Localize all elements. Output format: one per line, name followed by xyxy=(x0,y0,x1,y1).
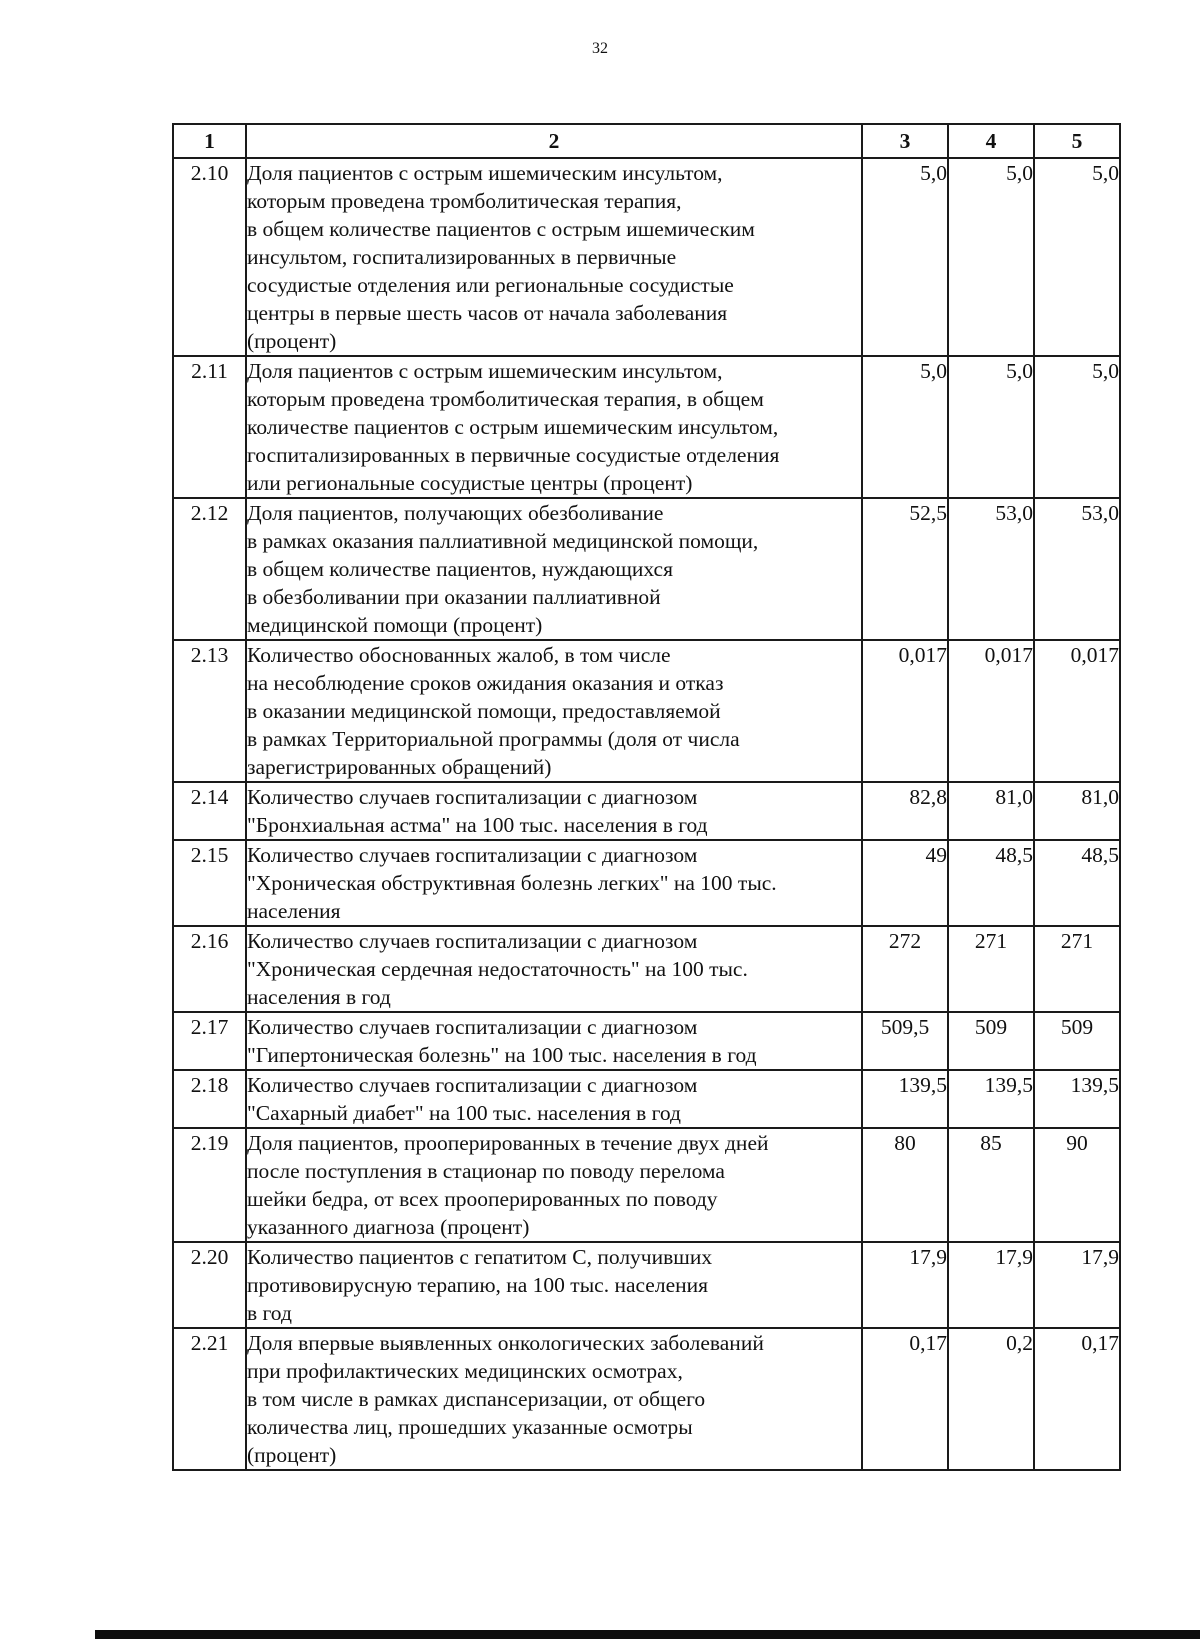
row-description: Количество случаев госпитализации с диагнозом "Сахарный диабет" на 100 тыс. населения в год xyxy=(246,1070,862,1128)
row-value-col-4: 5,0 xyxy=(948,158,1034,356)
row-value-col-3: 0,017 xyxy=(862,640,948,782)
row-value-col-3: 272 xyxy=(862,926,948,1012)
row-number: 2.18 xyxy=(173,1070,246,1128)
table-row xyxy=(173,1242,1120,1328)
row-number: 2.12 xyxy=(173,498,246,640)
row-value-col-5: 0,017 xyxy=(1034,640,1120,782)
row-value-col-5: 139,5 xyxy=(1034,1070,1120,1128)
row-value-col-5: 5,0 xyxy=(1034,158,1120,356)
header-col-3: 3 xyxy=(862,124,948,158)
row-value-col-3: 5,0 xyxy=(862,356,948,498)
row-value-col-4: 85 xyxy=(948,1128,1034,1242)
row-value-col-5: 0,17 xyxy=(1034,1328,1120,1470)
row-value-col-4: 5,0 xyxy=(948,356,1034,498)
row-value-col-4: 271 xyxy=(948,926,1034,1012)
row-description: Доля впервые выявленных онкологических заболеваний при профилактических медицинских осмотрах, в том числе в рамках диспансеризации, от общего количества лиц, прошедших указанные осмотры (процент) xyxy=(246,1328,862,1470)
row-value-col-5: 53,0 xyxy=(1034,498,1120,640)
row-number: 2.20 xyxy=(173,1242,246,1328)
row-value-col-3: 5,0 xyxy=(862,158,948,356)
row-value-col-4: 53,0 xyxy=(948,498,1034,640)
row-number: 2.10 xyxy=(173,158,246,356)
row-value-col-3: 82,8 xyxy=(862,782,948,840)
row-description: Доля пациентов, получающих обезболивание в рамках оказания паллиативной медицинской помощи, в общем количестве пациентов, нуждающихся в обезболивании при оказании паллиативной медицинской помощи (процент) xyxy=(246,498,862,640)
row-value-col-4: 17,9 xyxy=(948,1242,1034,1328)
table-header-row xyxy=(173,124,1120,158)
row-value-col-5: 81,0 xyxy=(1034,782,1120,840)
table-row xyxy=(173,158,1120,356)
row-value-col-3: 17,9 xyxy=(862,1242,948,1328)
header-col-1: 1 xyxy=(173,124,246,158)
row-number: 2.16 xyxy=(173,926,246,1012)
header-col-5: 5 xyxy=(1034,124,1120,158)
row-value-col-3: 0,17 xyxy=(862,1328,948,1470)
table-row xyxy=(173,356,1120,498)
table-row xyxy=(173,782,1120,840)
row-value-col-5: 271 xyxy=(1034,926,1120,1012)
row-description: Количество случаев госпитализации с диагнозом "Бронхиальная астма" на 100 тыс. населения в год xyxy=(246,782,862,840)
table-row xyxy=(173,1128,1120,1242)
row-value-col-3: 139,5 xyxy=(862,1070,948,1128)
table-row xyxy=(173,1328,1120,1470)
table-row xyxy=(173,640,1120,782)
row-number: 2.21 xyxy=(173,1328,246,1470)
row-value-col-4: 509 xyxy=(948,1012,1034,1070)
row-description: Доля пациентов с острым ишемическим инсультом, которым проведена тромболитическая терапия, в общем количестве пациентов с острым ишемическим инсультом, госпитализированных в первичные сосудистые отделения или региональные сосудистые центры (процент) xyxy=(246,356,862,498)
row-value-col-3: 80 xyxy=(862,1128,948,1242)
row-value-col-5: 5,0 xyxy=(1034,356,1120,498)
row-description: Количество случаев госпитализации с диагнозом "Гипертоническая болезнь" на 100 тыс. населения в год xyxy=(246,1012,862,1070)
row-value-col-4: 81,0 xyxy=(948,782,1034,840)
row-number: 2.17 xyxy=(173,1012,246,1070)
table-row xyxy=(173,1070,1120,1128)
row-value-col-4: 139,5 xyxy=(948,1070,1034,1128)
table-row xyxy=(173,498,1120,640)
row-value-col-5: 17,9 xyxy=(1034,1242,1120,1328)
row-number: 2.11 xyxy=(173,356,246,498)
table-row xyxy=(173,1012,1120,1070)
row-description: Доля пациентов, прооперированных в течение двух дней после поступления в стационар по поводу перелома шейки бедра, от всех прооперированных по поводу указанного диагноза (процент) xyxy=(246,1128,862,1242)
row-description: Количество случаев госпитализации с диагнозом "Хроническая обструктивная болезнь легких" на 100 тыс. населения xyxy=(246,840,862,926)
row-value-col-5: 90 xyxy=(1034,1128,1120,1242)
row-number: 2.13 xyxy=(173,640,246,782)
row-value-col-4: 0,017 xyxy=(948,640,1034,782)
row-value-col-5: 509 xyxy=(1034,1012,1120,1070)
row-value-col-3: 52,5 xyxy=(862,498,948,640)
table-row xyxy=(173,926,1120,1012)
row-value-col-3: 509,5 xyxy=(862,1012,948,1070)
header-col-4: 4 xyxy=(948,124,1034,158)
row-value-col-3: 49 xyxy=(862,840,948,926)
header-col-2: 2 xyxy=(246,124,862,158)
table-body xyxy=(173,158,1120,1470)
row-value-col-5: 48,5 xyxy=(1034,840,1120,926)
row-number: 2.14 xyxy=(173,782,246,840)
table-row xyxy=(173,840,1120,926)
row-description: Количество случаев госпитализации с диагнозом "Хроническая сердечная недостаточность" на 100 тыс. населения в год xyxy=(246,926,862,1012)
indicators-table xyxy=(172,123,1121,1471)
page-number: 32 xyxy=(592,40,608,57)
row-number: 2.19 xyxy=(173,1128,246,1242)
row-description: Количество обоснованных жалоб, в том числе на несоблюдение сроков ожидания оказания и отказ в оказании медицинской помощи, предоставляемой в рамках Территориальной программы (доля от числа зарегистрированных обращений) xyxy=(246,640,862,782)
row-value-col-4: 48,5 xyxy=(948,840,1034,926)
scan-edge-bar xyxy=(95,1630,1200,1639)
row-value-col-4: 0,2 xyxy=(948,1328,1034,1470)
row-description: Количество пациентов с гепатитом С, получивших противовирусную терапию, на 100 тыс. населения в год xyxy=(246,1242,862,1328)
row-description: Доля пациентов с острым ишемическим инсультом, которым проведена тромболитическая терапия, в общем количестве пациентов с острым ишемическим инсультом, госпитализированных в первичные сосудистые отделения или региональные сосудистые центры в первые шесть часов от начала заболевания (процент) xyxy=(246,158,862,356)
row-number: 2.15 xyxy=(173,840,246,926)
